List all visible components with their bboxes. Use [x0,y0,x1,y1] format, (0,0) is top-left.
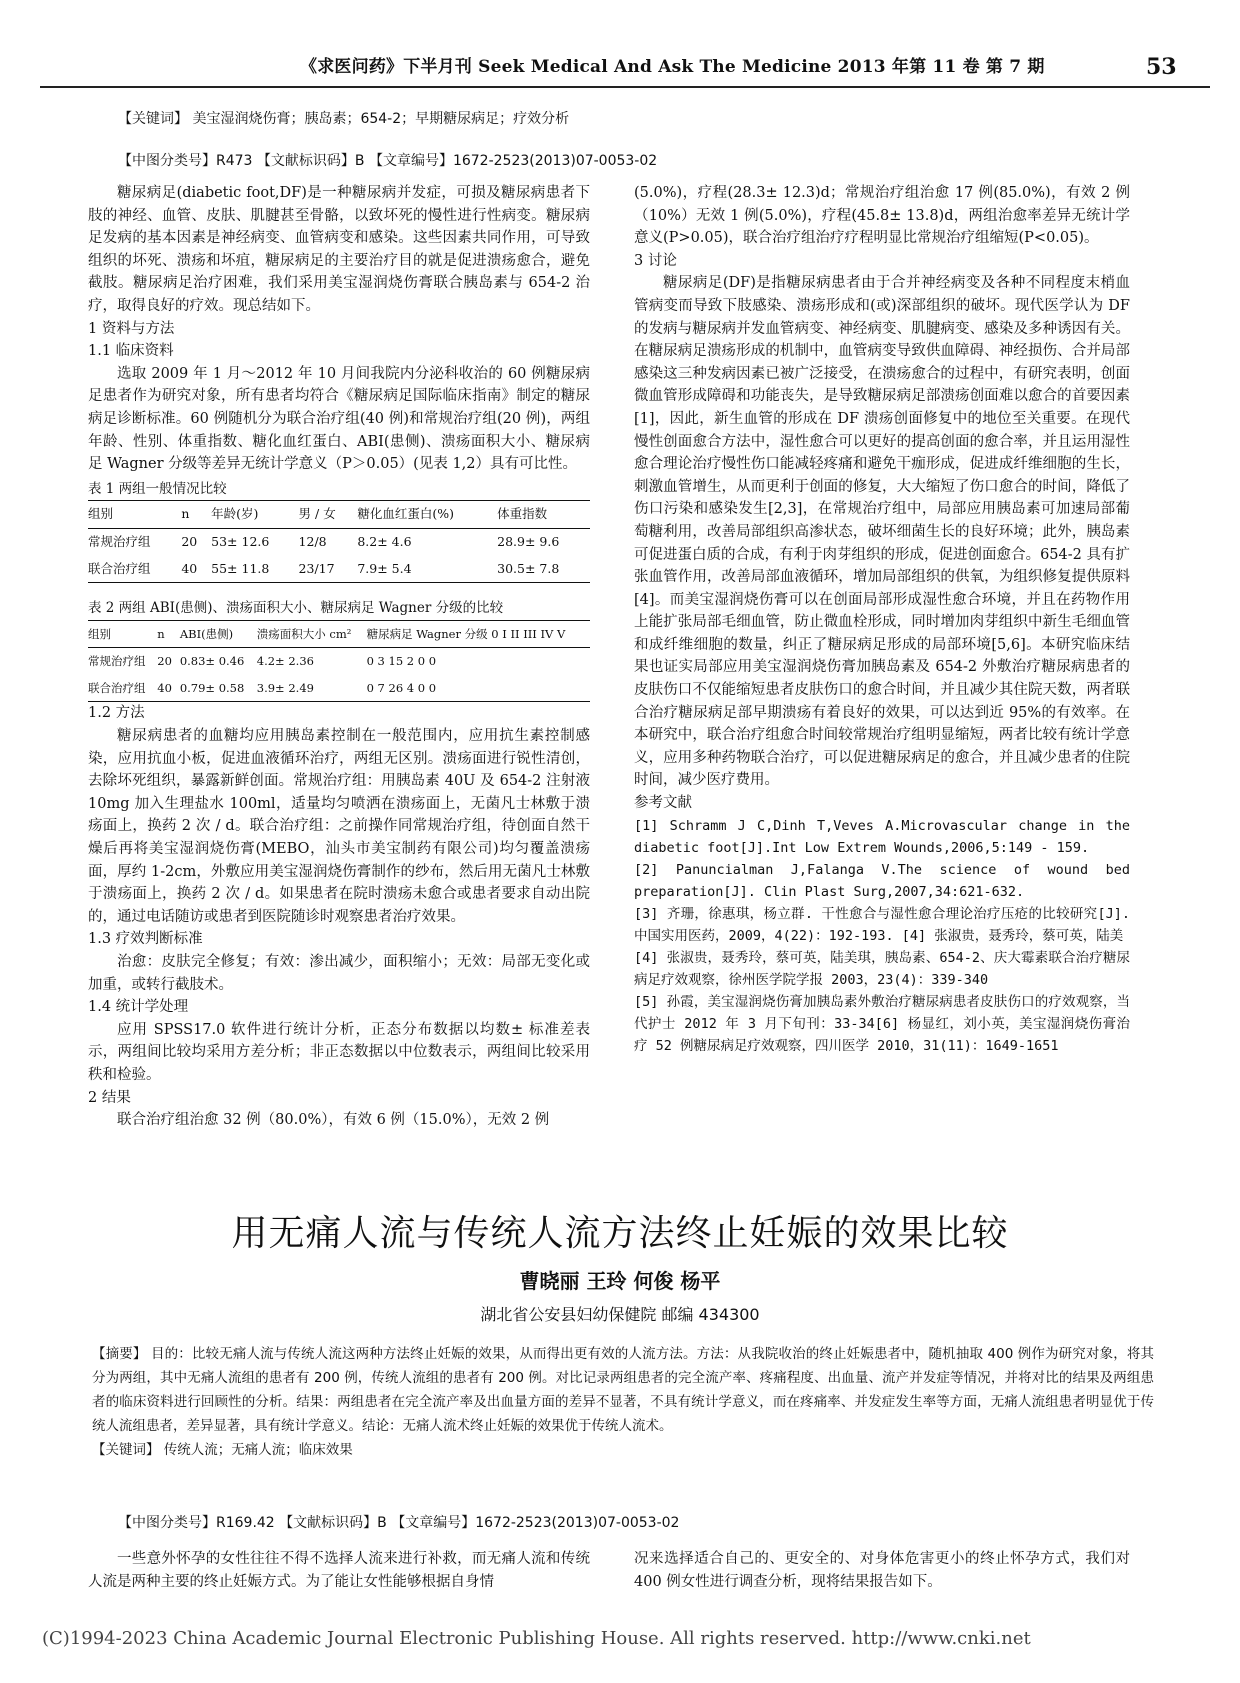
section-heading: 3 讨论 [634,252,677,269]
body-paragraph: 选取 2009 年 1 月～2012 年 10 月间我院内分泌科收治的 60 例糖尿病足患者作为研究对象，所有患者均符合《糖尿病足国际临床指南》制定的糖尿病足诊断标准。60 例随机分为联合治疗组(40 例)和常规治疗组(20 例)，两组年龄、性别、体重指数、糖化血红蛋白、ABI(患侧)、溃疡面积大小、糖尿病足 Wagner 分级等差异无统计学意义（P＞0.05）(见表 1,2）具有可比性。 [88,365,590,473]
table-cell: 常规治疗组 [88,533,151,549]
article1-right-column [634,182,1130,1057]
header-rule [40,86,1210,88]
article2-authors: 曹晓丽 王玲 何俊 杨平 [519,1269,721,1293]
section-heading: 2 结果 [88,1089,131,1106]
discussion-paragraph: 糖尿病足(DF)是指糖尿病患者由于合并神经病变及各种不同程度末梢血管病变而导致下肢感染、溃疡形成和(或)深部组织的破坏。现代医学认为 DF 的发病与糖尿病并发血管病变、神经病变、肌腱病变、感染及多种诱因有关。在糖尿病足溃疡形成的机制中，血管病变导致供血障碍、神经损伤、合并局部感染这三种发病因素已被广泛接受，在溃疡愈合的过程中，有研究表明，创面微血管形成障碍和功能丧失，是导致糖尿病足部溃疡创面难以愈合的首要因素[1]，因此，新生血管的形成在 DF 溃疡创面修复中的地位至关重要。在现代慢性创面愈合方法中，湿性愈合可以更好的提高创面的愈合率，并且运用湿性愈合理论治疗慢性伤口能减轻疼痛和避免干痂形成，促进成纤维细胞的生长，刺激血管增生，从而更利于创面的修复，大大缩短了伤口愈合的时间，降低了伤口污染和感染发生[2,3]，在常规治疗组中，局部应用胰岛素可加速局部葡萄糖利用，改善局部组织高渗状态，破坏细菌生长的良好环境；此外，胰岛素可促进蛋白质的合成，有利于肉芽组织的形成，促进创面愈合。654-2 具有扩张血管作用，改善局部血液循环，增加局部组织的供氧，为组织修复提供原料[4]。而美宝湿润烧伤膏可以在创面局部形成湿性愈合环境，并且在药物作用上能扩张局部毛细血管，防止微血栓形成，同时增加肉芽组织中新生毛细血管和成纤维细胞的数量，纠正了糖尿病足形成的局部环境[5,6]。本研究临床结果也证实局部应用美宝湿润烧伤膏加胰岛素及 654-2 外敷治疗糖尿病患者的皮肤伤口不仅能缩短患者皮肤伤口的愈合时间，并且减少其住院天数，两者联合治疗糖尿病足部早期溃疡有着良好的效果，可以达到近 95%的有效率。在本研究中，联合治疗组愈合时间较常规治疗组明显缩短，两者比较有统计学意义，应用多种药物联合治疗，可以促进糖尿病足的愈合，并且减少患者的住院时间，减少医疗费用。 [634,275,1130,789]
table-cell: 40 [157,675,180,702]
table-cell: 23/17 [299,556,358,583]
table-cell: 20 [157,654,172,669]
table-cell: 0.79± 0.58 [180,675,257,702]
reference-item: [2] Panuncialman J,Falanga V.The science of wound bed preparation[J]. Clin Plast Surg,2007,34:621-632. [634,861,1130,900]
references-heading: 参考文献 [634,795,692,812]
article1-classification: 【中图分类号】R473 【文献标识码】B 【文章编号】1672-2523(2013)07-0053-02 [118,153,658,169]
table-cell: 7.9± 5.4 [357,556,497,583]
table-header: 年龄(岁) [211,501,298,529]
table-row [88,675,590,702]
table-cell: 12/8 [298,533,327,549]
table-cell: 30.5± 7.8 [497,556,590,583]
table-row [88,648,590,675]
reference-item: [5] 孙霞，美宝湿润烧伤膏加胰岛素外敷治疗糖尿病患者皮肤伤口的疗效观察，当代护士 2012 年 3 月下旬刊：33-34[6] 杨显红，刘小英，美宝湿润烧伤膏治疗 52 例糖尿病足疗效观察，四川医学 2010，31(11)：1649-1651 [634,993,1130,1054]
table-row [88,556,590,583]
table-cell: 3.9± 2.49 [257,675,367,702]
article2-title: 用无痛人流与传统人流方法终止妊娠的效果比较 [231,1213,1009,1254]
page-number: 53 [1146,54,1177,80]
table-cell: 联合治疗组 [88,556,181,583]
article2-abstract: 【摘要】 目的：比较无痛人流与传统人流这两种方法终止妊娠的效果，从而得出更有效的人流方法。方法：从我院收治的终止妊娠患者中，随机抽取 400 例作为研究对象，将其分为两组，其中无痛人流组的患者有 200 例，传统人流组的患者有 200 例。对比记录两组患者的完全流产率、疼痛程度、出血量、流产并发症等情况，并将对比的结果及两组患者的临床资料进行回顾性的分析。结果：两组患者在完全流产率及出血量方面的差异不显著，不具有统计学意义，而在疼痛率、并发症发生率等方面，无痛人流组患者明显优于传统人流组患者，差异显著，具有统计学意义。结论：无痛人流术终止妊娠的效果优于传统人流术。 [92,1346,1154,1434]
table-cell: 0 3 15 2 0 0 [366,654,437,669]
table-header: n [157,620,180,648]
body-paragraph: 联合治疗组治愈 32 例（80.0%），有效 6 例（15.0%），无效 2 例 [117,1112,550,1129]
table-header: 组别 [88,620,157,648]
table-header: 糖化血红蛋白(%) [357,501,497,529]
table-cell: 0.83± 0.46 [179,654,245,669]
copyright-footer: (C)1994-2023 China Academic Journal Electronic Publishing House. All rights reserved. http://www.cnki.net [42,1628,1031,1649]
table1-caption: 表 1 两组一般情况比较 [88,480,227,497]
body-paragraph: 治愈：皮肤完全修复；有效：渗出减少，面积缩小；无效：局部无变化或加重，或转行截肢术。 [88,954,590,993]
table-cell: 40 [181,556,211,583]
reference-item: [4] 张淑贵，聂秀玲，蔡可英，陆美琪，胰岛素、654-2、庆大霉素联合治疗糖尿病足疗效观察，徐州医学院学报 2003，23(4)：339-340 [634,949,1130,988]
article2-abstract-block [92,1342,1154,1462]
table2-caption: 表 2 两组 ABI(患侧)、溃疡面积大小、糖尿病足 Wagner 分级的比较 [88,600,504,617]
table-header: 溃疡面积大小 cm² [257,620,367,648]
table-header: 男 / 女 [299,501,358,529]
article1-keywords: 【关键词】 美宝湿润烧伤膏；胰岛素；654-2；早期糖尿病足；疗效分析 [118,111,570,127]
body-paragraph: (5.0%)，疗程(28.3± 12.3)d；常规治疗组治愈 17 例(85.0%)，有效 2 例（10%）无效 1 例(5.0%)，疗程(45.8± 13.8)d，两组治愈率差异无统计学意义(P>0.05)，联合治疗组治疗疗程明显比常规治疗组缩短(P<0.05)。 [634,185,1130,247]
table-cell: 联合治疗组 [88,675,157,702]
table-row [88,528,590,555]
article2-body-left: 一些意外怀孕的女性往往不得不选择人流来进行补救，而无痛人流和传统人流是两种主要的终止妊娠方式。为了能让女性能够根据自身情 [88,1551,590,1590]
table-cell: 53± 12.6 [211,533,270,549]
table-header: ABI(患侧) [180,620,257,648]
section-heading: 1.4 统计学处理 [88,999,189,1016]
section-heading: 1 资料与方法 [88,320,175,337]
article2-affiliation: 湖北省公安县妇幼保健院 邮编 434300 [480,1305,760,1324]
table-header: 组别 [88,501,181,529]
table2 [88,620,590,703]
table-cell: 4.2± 2.36 [256,654,314,669]
section-heading: 1.2 方法 [88,705,145,722]
reference-item: [1] Schramm J C,Dinh T,Veves A.Microvascular change in the diabetic foot[J].Int Low Extrem Wounds,2006,5:149 - 159. [634,817,1130,856]
table-header: 糖尿病足 Wagner 分级 0 I II III IV V [367,620,590,648]
section-heading: 1.1 临床资料 [88,343,174,360]
intro-paragraph: 糖尿病足(diabetic foot,DF)是一种糖尿病并发症，可损及糖尿病患者下肢的神经、血管、皮肤、肌腱甚至骨骼，以致坏死的慢性进行性病变。糖尿病足发病的基本因素是神经病变、血管病变和感染。这些因素共同作用，可导致组织的坏死、溃疡和坏疽，糖尿病足的主要治疗目的就是促进溃疡愈合，避免截肢。糖尿病足治疗困难，我们采用美宝湿润烧伤膏联合胰岛素与 654-2 治疗，取得良好的疗效。现总结如下。 [88,185,590,314]
table-cell: 55± 11.8 [211,556,298,583]
table-cell: 20 [181,533,198,549]
reference-list [634,815,1130,1057]
table-header: n [181,501,211,529]
table-cell: 28.9± 9.6 [497,533,560,549]
section-heading: 1.3 疗效判断标准 [88,931,203,948]
table-cell: 8.2± 4.6 [357,533,412,549]
article2-keywords: 【关键词】 传统人流；无痛人流；临床效果 [92,1442,353,1458]
table-header: 体重指数 [497,501,590,529]
article2-classification: 【中图分类号】R169.42 【文献标识码】B 【文章编号】1672-2523(2013)07-0053-02 [118,1515,680,1531]
running-header: 《求医问药》下半月刊 Seek Medical And Ask The Medicine 2013 年第 11 卷 第 7 期 [300,57,1045,77]
article1-left-column [88,182,590,1132]
reference-item: [3] 齐珊，徐惠琪，杨立群. 干性愈合与湿性愈合理论治疗压疮的比较研究[J]. 中国实用医药，2009，4(22)：192-193. [4] 张淑贵，聂秀玲，蔡可英，陆美 [634,905,1130,944]
body-paragraph: 糖尿病患者的血糖均应用胰岛素控制在一般范围内，应用抗生素控制感染，应用抗血小板，促进血液循环治疗，两组无区别。溃疡面进行锐性清创，去除坏死组织，暴露新鲜创面。常规治疗组：用胰岛素 40U 及 654-2 注射液 10mg 加入生理盐水 100ml，适量均匀喷洒在溃疡面上，无菌凡士林敷于溃疡面上，换药 2 次 / d。联合治疗组：之前操作同常规治疗组，待创面自然干燥后再将美宝湿润烧伤膏(MEBO，汕头市美宝制药有限公司)均匀覆盖溃疡面，厚约 1-2cm，外敷应用美宝湿润烧伤膏制作的纱布，然后用无菌凡士林敷于溃疡面上，换药 2 次 / d。如果患者在院时溃疡未愈合或患者要求自动出院的，通过电话随访或患者到医院随诊时观察患者治疗效果。 [88,728,590,925]
table-cell: 0 7 26 4 0 0 [367,675,590,702]
article2-body-right: 况来选择适合自己的、更安全的、对身体危害更小的终止怀孕方式，我们对 400 例女性进行调查分析，现将结果报告如下。 [634,1551,1130,1590]
table1 [88,500,590,583]
table-cell: 常规治疗组 [88,654,146,669]
body-paragraph: 应用 SPSS17.0 软件进行统计分析，正态分布数据以均数± 标准差表示，两组间比较均采用方差分析；非正态数据以中位数表示，两组间比较采用秩和检验。 [88,1021,590,1083]
